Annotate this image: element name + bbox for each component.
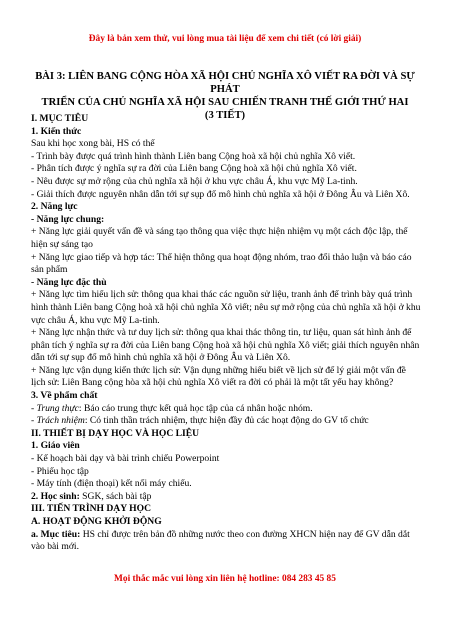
subsection-heading: 3. Về phẩm chất	[31, 390, 98, 402]
list-item: - Phiếu học tập	[31, 465, 89, 477]
section-heading: III. TIẾN TRÌNH DẠY HỌC	[31, 503, 152, 515]
list-item: + Năng lực nhận thức và tư duy lịch sử: thông qua khai thác thông tin, tư liệu, quan sát hình ảnh để phân tích ý nghĩa sự ra đời của Liên bang Cộng hoà xã hội chủ nghĩa Xô viết; giải thích nguyên nhân dẫn tới sự sụp đổ mô hình chủ nghĩa xã hội ở Đông Âu và Liên Xô.	[31, 327, 420, 364]
subsection-heading: 2. Năng lực	[31, 201, 78, 213]
objective-label: a. Mục tiêu:	[31, 528, 81, 540]
title-line-2: TRIỂN CỦA CHỦ NGHĨA XÃ HỘI SAU CHIẾN TRANH THẾ GIỚI THỨ HAI	[41, 97, 409, 108]
sub-label: - Năng lực đặc thù	[31, 276, 107, 288]
section-heading: I. MỤC TIÊU	[31, 113, 89, 124]
paragraph: Sau khi học xong bài, HS có thể	[31, 138, 155, 150]
subsection-heading: 1. Kiến thức	[31, 125, 82, 137]
list-item: - Kế hoạch bài dạy và bài trình chiếu Powerpoint	[31, 453, 220, 465]
list-item: - Giải thích được nguyên nhân dẫn tới sự sụp đổ mô hình chủ nghĩa xã hội ở Đông Âu và Liên Xô.	[31, 188, 410, 200]
paragraph	[31, 415, 422, 428]
list-item: + Năng lực vận dụng kiến thức lịch sử: Vận dụng những hiểu biết về lịch sử để lý giải một vấn đề lịch sử: Liên Bang cộng hòa xã hội chủ nghĩa Xô viết ra đời có phải là một tất yếu hay không?	[31, 364, 406, 389]
section-heading: II. THIẾT BỊ DẠY HỌC VÀ HỌC LIỆU	[31, 427, 200, 439]
objective-text: HS chỉ được trên bản đồ những nước theo con đường XHCN hiện nay để GV dẫn dắt vào bài mới.	[31, 528, 410, 553]
subsection-heading: A. HOẠT ĐỘNG KHỞI ĐỘNG	[31, 516, 162, 527]
title-line-1: BÀI 3: LIÊN BANG CỘNG HÒA XÃ HỘI CHỦ NGHĨA XÔ VIẾT RA ĐỜI VÀ SỰ PHÁT	[35, 71, 415, 95]
title-line-3: (3 TIẾT)	[204, 110, 246, 121]
sub-label: - Năng lực chung:	[31, 213, 105, 225]
list-item: + Năng lực tìm hiểu lịch sử: thông qua khai thác các nguồn sử liệu, tranh ảnh để trình bày quá trình hình thành Liên bang Cộng hoà xã hội chủ nghĩa Xô viết; nêu sự mở rộng của chủ nghĩa xã hội ở khu vực châu Á, khu vực Mỹ La-tinh.	[31, 289, 421, 326]
quality-text: : Báo cáo trung thực kết quả học tập của cá nhân hoặc nhóm.	[78, 402, 313, 414]
list-item: + Năng lực giải quyết vấn đề và sáng tạo thông qua việc thực hiện nhiệm vụ một cách độc lập, thể hiện sự sáng tạo	[31, 226, 408, 250]
list-item: + Năng lực giao tiếp và hợp tác: Thể hiện thông qua hoạt động nhóm, trao đổi thảo luận và báo cáo sản phẩm	[31, 251, 412, 276]
subsection-heading: 2. Học sinh:	[31, 490, 80, 502]
quality-label: - Trách nhiệm	[31, 415, 85, 427]
paragraph-text: SGK, sách bài tập	[79, 490, 152, 502]
list-item: - Máy tính (điện thoại) kết nối máy chiếu.	[31, 478, 192, 490]
hotline-banner: Mọi thắc mắc vui lòng xin liên hệ hotline: 084 283 45 85	[114, 574, 336, 584]
preview-banner: Đây là bản xem thử, vui lòng mua tài liệu để xem chi tiết (có lời giải)	[88, 34, 362, 44]
list-item: - Phân tích được ý nghĩa sự ra đời của Liên bang Cộng hoà xã hội chủ nghĩa Xô viết.	[31, 163, 357, 175]
paragraph	[31, 529, 422, 554]
subsection-heading: 1. Giáo viên	[31, 440, 80, 452]
quality-label: - Trung thực	[31, 402, 79, 414]
document-body	[31, 113, 422, 554]
paragraph	[31, 491, 422, 504]
quality-text: : Có tinh thần trách nhiệm, thực hiện đầy đủ các hoạt động do GV tổ chức	[84, 415, 369, 427]
list-item: - Nêu được sự mở rộng của chủ nghĩa xã hội ở khu vực châu Á, khu vực Mỹ La-tinh.	[31, 175, 358, 187]
list-item: - Trình bày được quá trình hình thành Liên bang Cộng hoà xã hội chủ nghĩa Xô viết.	[31, 150, 356, 162]
paragraph	[31, 403, 422, 416]
